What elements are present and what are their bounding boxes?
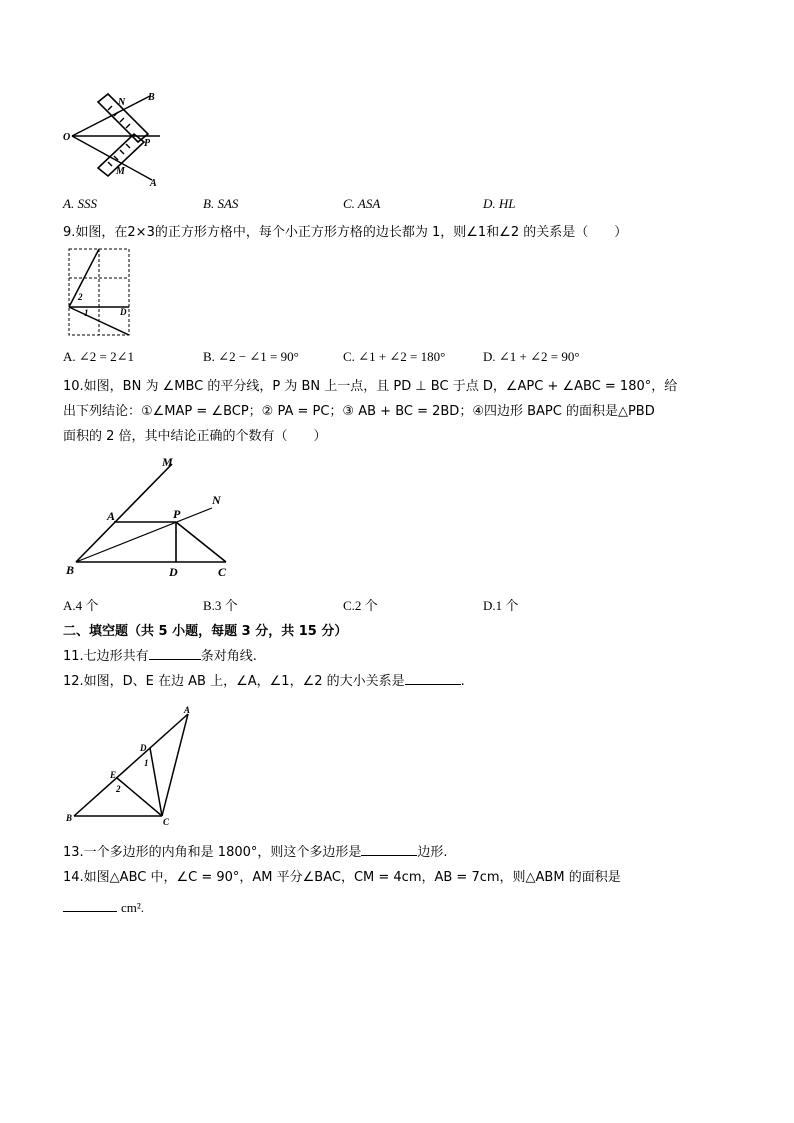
q10-label-d: D xyxy=(169,565,178,579)
q10-label-b: B xyxy=(66,563,75,577)
q10-label-m: M xyxy=(162,455,173,469)
q11-answer-blank[interactable] xyxy=(149,648,201,660)
q9-label-d: D xyxy=(120,307,127,317)
q8-option-a: A. SSS xyxy=(63,196,97,211)
q8-label-o: O xyxy=(63,132,71,143)
q10-label-p: P xyxy=(173,507,181,521)
q12-label-d: D xyxy=(140,743,147,753)
q8-label-b: B xyxy=(148,92,155,103)
q12-line-ba xyxy=(74,714,188,816)
q12-label-a: A xyxy=(184,705,191,715)
q8-option-b: B. SAS xyxy=(203,196,239,211)
q10-option-b: B.3 个 xyxy=(203,598,238,613)
q12-label-1: 1 xyxy=(144,758,149,768)
q10-option-a: A.4 个 xyxy=(63,598,99,613)
q12-after: . xyxy=(460,674,465,689)
q11-after: 条对角线. xyxy=(200,649,257,664)
q10-label-a: A xyxy=(107,509,116,523)
q12-label-2: 2 xyxy=(116,784,121,794)
q10-text-line3: 面积的 2 倍，其中结论正确的个数有（ ） xyxy=(63,429,327,444)
q10-text-line1: 10.如图，BN 为 ∠MBC 的平分线，P 为 BN 上一点，且 PD ⊥ BC 于点 D，∠APC + ∠ABC = 180°，给 xyxy=(63,379,678,394)
q10-text-line2: 出下列结论：①∠MAP = ∠BCP；② PA = PC；③ AB + BC = 2BD；④四边形 BAPC 的面积是△PBD xyxy=(63,404,655,419)
q12-line-ec xyxy=(117,778,162,816)
q12-line-ac xyxy=(162,714,188,816)
q8-option-c: C. ASA xyxy=(343,196,381,211)
q8-label-a: A xyxy=(150,178,157,188)
q14-text-line1: 14.如图△ABC 中，∠C = 90°，AM 平分∠BAC，CM = 4cm，AB = 7cm，则△ABM 的面积是 xyxy=(63,870,621,885)
q9-option-b: B. ∠2 − ∠1 = 90° xyxy=(203,349,299,364)
q14-unit: cm². xyxy=(121,900,145,915)
q8-figure xyxy=(60,88,170,188)
q12-line-dc xyxy=(150,748,162,816)
q10-line-pc xyxy=(176,522,226,562)
q9-figure xyxy=(62,245,138,339)
q13-after: 边形. xyxy=(417,845,448,860)
q10-option-c: C.2 个 xyxy=(343,598,378,613)
q8-ray-oa xyxy=(72,136,152,180)
q9-text: 9.如图，在2×3的正方形方格中，每个小正方形方格的边长都为 1，则∠1和∠2 的关系是（ ） xyxy=(63,225,628,240)
q13-before: 13.一个多边形的内角和是 1800°，则这个多边形是 xyxy=(63,845,362,860)
q9-option-c: C. ∠1 + ∠2 = 180° xyxy=(343,349,446,364)
q13-text xyxy=(63,841,448,860)
q12-before: 12.如图，D、E 在边 AB 上，∠A，∠1，∠2 的大小关系是 xyxy=(63,674,405,689)
q12-answer-blank[interactable] xyxy=(405,673,461,685)
q12-label-e: E xyxy=(110,770,117,780)
q12-label-c: C xyxy=(163,817,170,825)
q12-label-b: B xyxy=(66,813,73,823)
q10-option-d: D.1 个 xyxy=(483,598,519,613)
section2-heading: 二、填空题（共 5 小题，每题 3 分，共 15 分） xyxy=(63,624,348,639)
q9-label-1: 1 xyxy=(84,308,89,318)
q8-label-p: P xyxy=(144,138,151,149)
q10-line-bm xyxy=(76,464,172,562)
q8-label-n: N xyxy=(118,97,126,108)
q11-text xyxy=(63,645,257,664)
q12-text xyxy=(63,670,465,689)
q8-option-d: D. HL xyxy=(483,196,516,211)
q10-figure xyxy=(62,452,242,582)
q13-answer-blank[interactable] xyxy=(361,844,417,856)
q10-label-c: C xyxy=(218,565,227,579)
q8-label-m: M xyxy=(116,166,125,177)
q14-text-line2 xyxy=(63,900,144,916)
q11-before: 11.七边形共有 xyxy=(63,649,149,664)
q10-label-n: N xyxy=(212,493,221,507)
q9-label-2: 2 xyxy=(78,292,83,302)
q12-figure xyxy=(62,700,202,825)
q9-option-d: D. ∠1 + ∠2 = 90° xyxy=(483,349,580,364)
q14-answer-blank[interactable] xyxy=(63,900,117,912)
q9-option-a: A. ∠2 = 2∠1 xyxy=(63,349,135,364)
